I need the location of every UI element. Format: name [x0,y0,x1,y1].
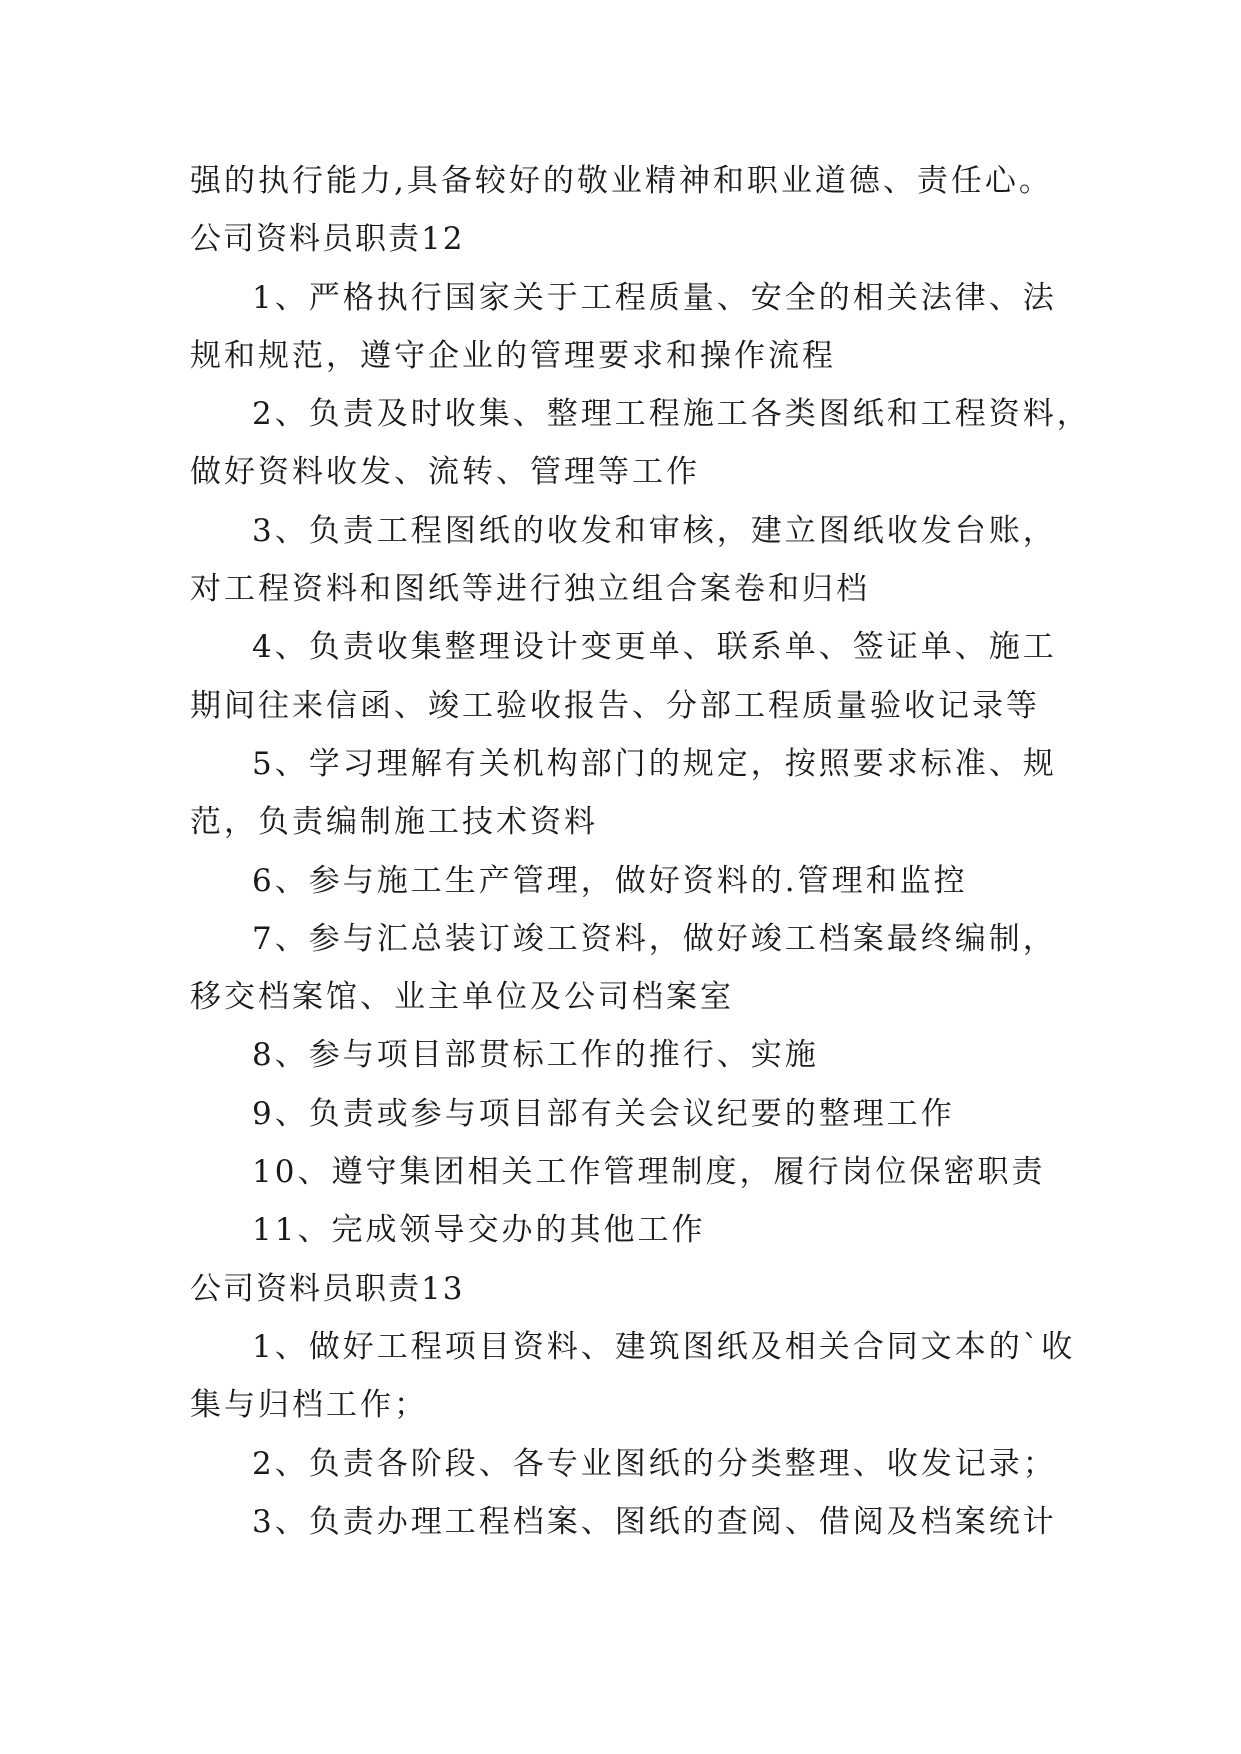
list-item: 2、负责及时收集、整理工程施工各类图纸和工程资料， [252,396,1091,433]
list-item: 1、严格执行国家关于工程质量、安全的相关法律、法 [252,279,1057,316]
list-item: 5、学习理解有关机构部门的规定，按照要求标准、规 [252,745,1057,782]
text-line: 期间往来信函、竣工验收报告、分部工程质量验收记录等 [190,687,1040,724]
list-item: 2、负责各阶段、各专业图纸的分类整理、收发记录； [252,1445,1057,1482]
section-heading: 公司资料员职责13 [190,1270,465,1307]
list-item: 8、参与项目部贯标工作的推行、实施 [252,1037,819,1074]
list-item: 11、完成领导交办的其他工作 [252,1212,706,1249]
list-item: 1、做好工程项目资料、建筑图纸及相关合同文本的`收 [252,1328,1076,1365]
list-item: 9、负责或参与项目部有关会议纪要的整理工作 [252,1095,955,1132]
list-item: 4、负责收集整理设计变更单、联系单、签证单、施工 [252,629,1057,666]
document-page [190,152,1091,1551]
list-item: 6、参与施工生产管理，做好资料的.管理和监控 [252,862,968,899]
list-item: 3、负责办理工程档案、图纸的查阅、借阅及档案统计 [252,1503,1057,1540]
text-line: 范，负责编制施工技术资料 [190,804,598,841]
text-line: 规和规范，遵守企业的管理要求和操作流程 [190,337,836,374]
text-line: 对工程资料和图纸等进行独立组合案卷和归档 [190,571,870,608]
text-line: 强的执行能力,具备较好的敬业精神和职业道德、责任心。 [190,163,1053,199]
section-heading: 公司资料员职责12 [190,221,465,258]
list-item: 7、参与汇总装订竣工资料，做好竣工档案最终编制， [252,920,1057,957]
text-line: 移交档案馆、业主单位及公司档案室 [190,979,734,1016]
list-item: 3、负责工程图纸的收发和审核，建立图纸收发台账， [252,512,1057,549]
text-line: 集与归档工作； [190,1387,428,1424]
list-item: 10、遵守集团相关工作管理制度，履行岗位保密职责 [252,1154,1046,1191]
text-line: 做好资料收发、流转、管理等工作 [190,454,700,491]
